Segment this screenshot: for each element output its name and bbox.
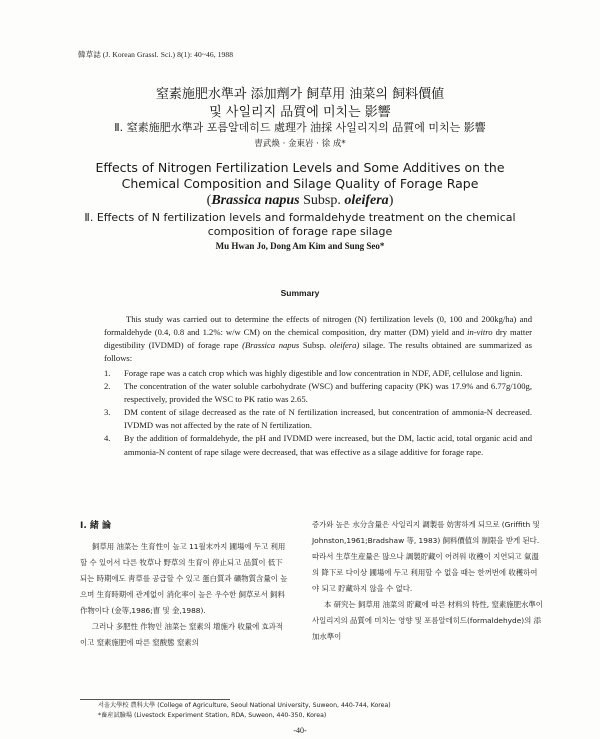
summary-item-number: 1. [104,368,111,378]
korean-authors: 曺武煥 · 金東岩 · 徐 成* [254,139,346,149]
summary-item-number: 4. [104,433,111,444]
intro-paragraph: 증가와 높은 水分含量은 사일리지 調製를 妨害하게 되므로 (Griffith 및 Johnston,1961;Bradshaw 等, 1983) 飼料價值의 制限을 받게 된다. 따라서 生草生産量은 많으나 調製貯藏이 어려워 收穫이 지연되고 氣溫의 降下로 다이상 圃場에 두고 利用할 수 없을 때는 한꺼번에 收穫하여야 되고 貯藏하지 않을 수 없다. [312,520,540,593]
korean-title-line-1: 窒素施肥水準과 添加劑가 飼草用 油菜의 飼料價値 [155,87,445,102]
intro-paragraph: 그러나 多肥性 作物인 油菜는 窒素의 增施가 收量에 효과적이고 窒素施肥에 따른 窒酸態 窒素의 [80,622,284,647]
english-title-species [0,193,600,209]
summary-item [104,367,532,380]
summary-item [104,432,532,458]
summary-intro [104,313,532,365]
intro-left-column [80,517,288,651]
summary-item-text: Forage rape was a catch crop which was highly digestible and low concentration in NDF, ADF, cellulose and lignin. [124,368,523,378]
species-genus: Brassica napus [211,193,300,208]
species-subsp: Subsp. [299,193,345,208]
journal-reference: 韓草誌 (J. Korean Grassl. Sci.) 8(1): 40~46, 1988 [78,50,234,59]
page-number: -40- [293,726,307,735]
english-subtitle-line-2: composition of forage rape silage [207,225,393,238]
korean-title-line-2: 및 사일리지 品質에 미치는 影響 [209,105,391,120]
intro-right-column [312,517,544,645]
summary-item-number: 3. [104,407,111,418]
summary-intro-italic-2: (Brassica napus [242,340,300,351]
summary-heading: Summary [280,288,320,298]
summary-item-text: DM content of silage decreased as the rate of N fertilization increased, but concentration of ammonia-N decreased. IVDMD was not affected by the rate of N fertilization. [124,407,532,431]
summary-list [104,367,532,459]
summary-item-text: The concentration of the water soluble carbohydrate (WSC) and buffering capacity (PK) was 17.9% and 6.77g/100g, respectively, provided the WSC to PK ratio was 2.65. [124,381,532,405]
species-epithet: oleifera [344,193,389,208]
intro-paragraph: 飼草用 油菜는 生育性이 높고 11월末까지 圃場에 두고 利用할 수 있어서 다른 牧草나 野草의 生育이 停止되고 品質이 低下되는 時期에도 靑草를 공급할 수 있고 蛋白質과 礦物質含量이 높으며 生育時期에 관계없이 消化率이 높은 우수한 飼草로서 飼料作物이다 (金等,1986;曺 및 金,1988). [80,542,288,615]
footnote-affiliation-1: 서울大學校 農科大學 (College of Agriculture, Seoul National University, Suweon, 440-744, Korea) [98,702,391,709]
summary-intro-italic-3: oleifera) [329,340,360,351]
species-open-paren: ( [206,193,212,208]
summary-item-text: By the addition of formaldehyde, the pH and IVDMD were increased, but the DM, lactic acid, total organic acid and ammonia-N content of rape silage were decreased, that was effective as a silage additive for forage rape. [124,433,532,457]
footnote-affiliation-2: *畜産試驗場 (Livestock Experiment Station, RDA, Suweon, 440-350, Korea) [98,712,327,719]
footnote-divider [80,699,230,700]
summary-item [104,406,532,432]
korean-subtitle: Ⅱ. 窒素施肥水準과 포름알데히드 處理가 油採 사일리지의 品質에 미치는 影響 [114,121,486,134]
english-authors: Mu Hwan Jo, Dong Am Kim and Sung Seo* [215,241,385,251]
summary-intro-c: Subsp. [299,340,330,351]
english-subtitle-line-1: Ⅱ. Effects of N fertilization levels and formaldehyde treatment on the chemical [84,211,516,224]
summary-item [104,380,532,406]
summary-intro-italic: in-vitro [467,327,493,338]
summary-intro-d: silage. The results obtained are summarized as follows: [104,340,532,364]
summary-item-number: 2. [104,381,111,392]
summary-intro-a: This study was carried out to determine the effects of nitrogen (N) fertilization levels (0, 100 and 200kg/ha) and formaldehyde (0.4, 0.8 and 1.2%: w/w CM) on the chemical composition, dry matter (DM) yield and [104,314,532,338]
intro-paragraph: 本 研究는 飼草用 油菜의 貯藏에 따른 材料의 特性, 窒素施肥水準이 사일리지의 品質에 미치는 영향 및 포름알데히드(formaldehyde)의 添加水準이 [312,600,543,641]
species-close-paren: ) [388,193,394,208]
footnotes [98,701,391,721]
intro-heading: Ⅰ. 緒 論 [80,521,112,531]
english-title-line-2: Chemical Composition and Silage Quality of Forage Rape [121,176,479,191]
english-title-line-1: Effects of Nitrogen Fertilization Levels and Some Additives on the [95,160,505,175]
summary-intro-b: dry matter digestibility (IVDMD) of forage rape [104,327,532,351]
